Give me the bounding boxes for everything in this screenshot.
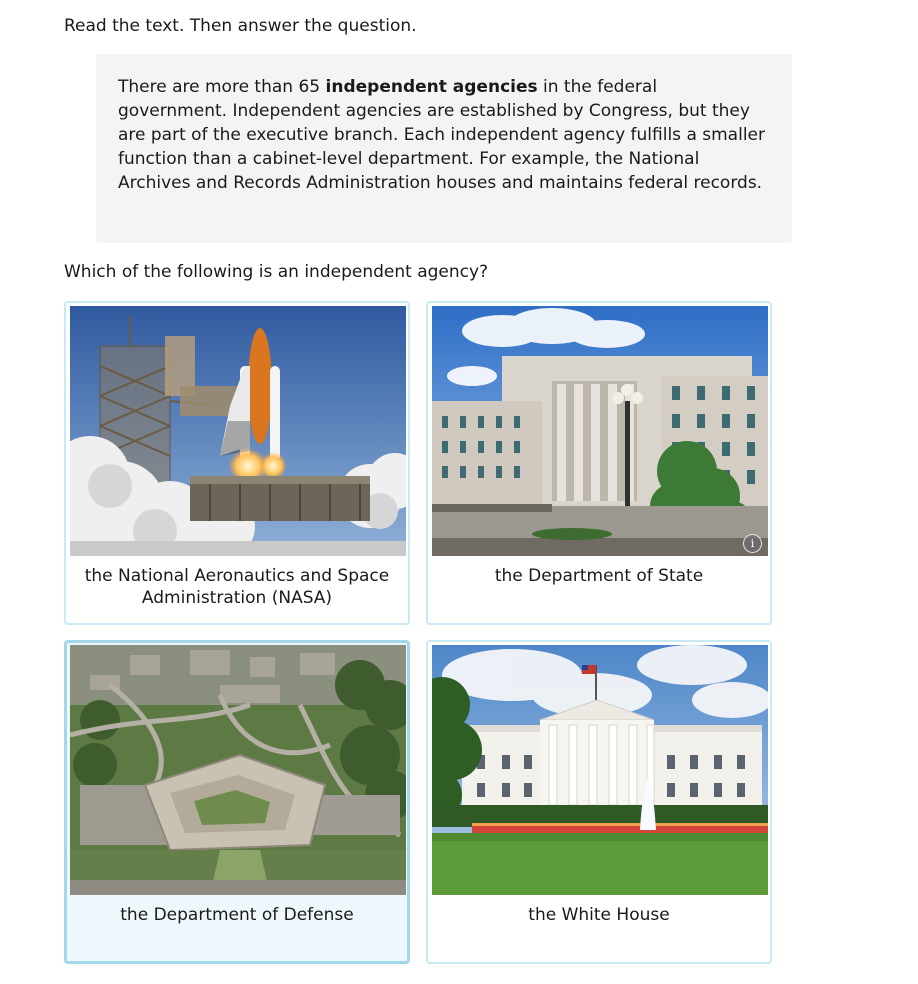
choice-label: the National Aeronautics and Space Administration (NASA) xyxy=(84,566,390,608)
choice-nasa[interactable] xyxy=(64,301,410,625)
choice-department-of-defense[interactable] xyxy=(64,640,410,964)
choice-label: the Department of State xyxy=(494,566,704,586)
choice-label: the Department of Defense xyxy=(120,905,354,925)
space-shuttle-launch-image xyxy=(70,306,406,556)
pentagon-aerial-image xyxy=(70,645,406,895)
choice-department-of-state[interactable] xyxy=(426,301,772,625)
choice-white-house[interactable] xyxy=(426,640,772,964)
image-info-icon[interactable]: i xyxy=(743,534,762,553)
choice-label: the White House xyxy=(528,905,670,925)
passage-bold-term: independent agencies xyxy=(325,77,538,97)
instruction-text: Read the text. Then answer the question. xyxy=(64,16,417,36)
reading-passage xyxy=(96,54,792,243)
question-text: Which of the following is an independent agency? xyxy=(64,262,489,282)
white-house-image xyxy=(432,645,768,895)
passage-text: There are more than 65 independent agencies in the federal government. Independent agencies are established by Congress, but they are part of the executive branch. Each independent agency fulfills a smaller function than a cabinet-level department. For example, the National Archives and Records Administration houses and maintains federal records. xyxy=(118,77,765,193)
department-of-state-building-image xyxy=(432,306,768,556)
